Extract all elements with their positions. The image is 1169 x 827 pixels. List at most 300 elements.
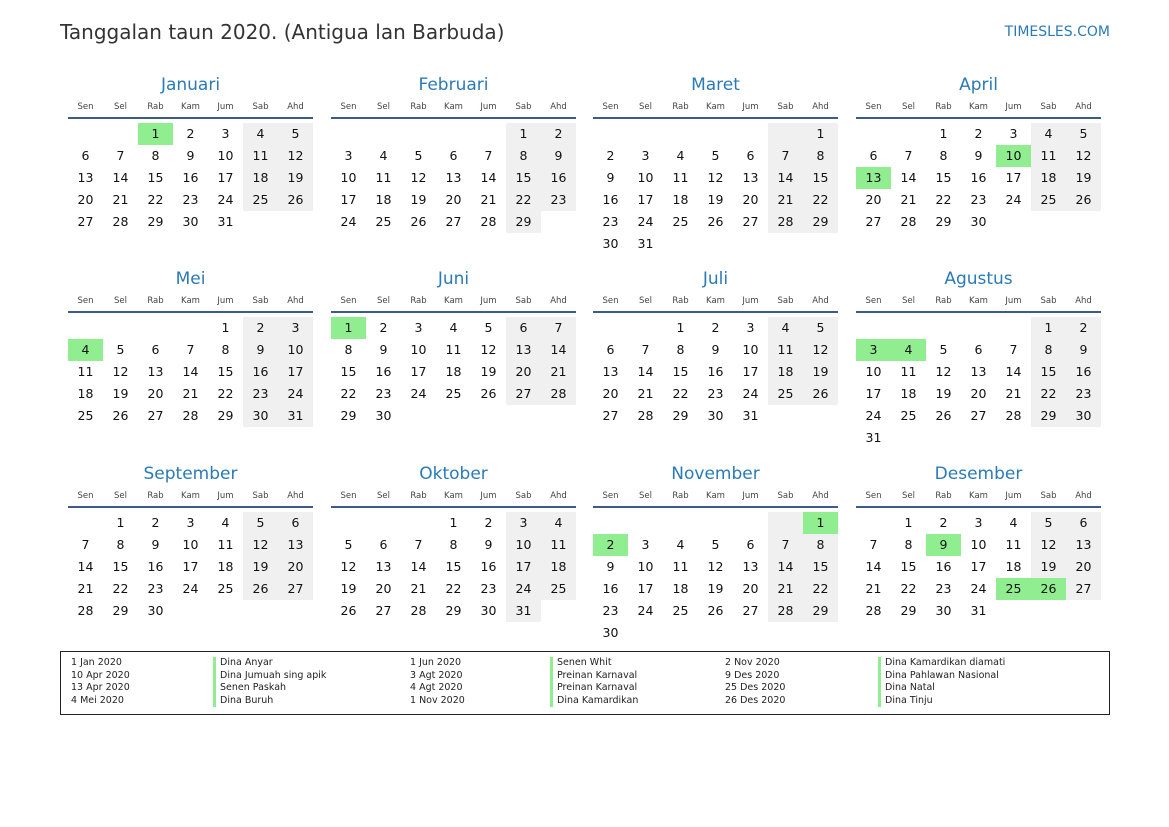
day-cell: 21 <box>768 189 803 211</box>
day-cell: 20 <box>506 361 541 383</box>
holiday-day-cell: 1 <box>803 512 838 534</box>
day-cell: 23 <box>147 581 164 596</box>
day-cell: 24 <box>865 408 882 423</box>
weekday-label: Sel <box>114 102 127 112</box>
day-cell: 27 <box>1066 578 1101 600</box>
day-cell: 23 <box>182 192 199 207</box>
day-cell: 24 <box>340 214 357 229</box>
weekday-label: Ahd <box>812 102 829 112</box>
empty-cell <box>663 512 698 534</box>
weekday-label: Rab <box>935 102 952 112</box>
day-cell: 28 <box>768 211 803 233</box>
weekday-label: Kam <box>181 102 200 112</box>
day-cell: 15 <box>1031 361 1066 383</box>
empty-cell <box>68 123 103 145</box>
day-cell: 11 <box>900 364 917 379</box>
weekday-label: Sel <box>377 102 390 112</box>
day-cell: 21 <box>480 192 497 207</box>
day-cell: 14 <box>112 170 129 185</box>
day-cell: 4 <box>379 148 388 163</box>
day-grid <box>331 512 576 622</box>
weekday-label: Sen <box>77 102 94 112</box>
day-cell: 14 <box>182 364 199 379</box>
day-cell: 27 <box>865 214 882 229</box>
weekday-header <box>331 488 576 504</box>
day-cell: 30 <box>935 603 952 618</box>
header-divider <box>593 117 838 119</box>
day-cell: 28 <box>112 214 129 229</box>
day-cell: 14 <box>768 167 803 189</box>
legend-holiday-name: Dina Natal <box>878 682 1005 695</box>
day-cell: 14 <box>410 559 427 574</box>
day-cell: 18 <box>900 386 917 401</box>
day-cell: 4 <box>221 515 230 530</box>
day-cell: 26 <box>112 408 129 423</box>
day-cell: 25 <box>445 386 462 401</box>
header-divider <box>856 311 1101 313</box>
day-cell: 28 <box>768 600 803 622</box>
day-cell: 7 <box>81 537 90 552</box>
day-cell: 31 <box>865 430 882 445</box>
day-cell: 12 <box>340 559 357 574</box>
weekday-label: Sen <box>602 102 619 112</box>
day-cell: 17 <box>182 559 199 574</box>
weekday-label: Ahd <box>812 296 829 306</box>
legend-holiday-name: Dina Anyar <box>213 657 326 670</box>
day-cell: 11 <box>375 170 392 185</box>
day-cell: 16 <box>182 170 199 185</box>
legend-date: 13 Apr 2020 <box>71 682 130 693</box>
weekday-label: Rab <box>147 491 164 501</box>
day-cell: 17 <box>340 192 357 207</box>
day-cell: 22 <box>445 581 462 596</box>
month-title: Desember <box>934 464 1023 484</box>
day-cell: 28 <box>77 603 94 618</box>
day-cell: 13 <box>742 170 759 185</box>
empty-cell <box>628 512 663 534</box>
empty-cell <box>593 512 628 534</box>
day-cell: 25 <box>768 383 803 405</box>
day-cell: 5 <box>116 342 125 357</box>
day-cell: 27 <box>445 214 462 229</box>
weekday-label: Jum <box>217 296 234 306</box>
day-cell: 25 <box>77 408 94 423</box>
day-cell: 6 <box>81 148 90 163</box>
day-cell: 5 <box>484 320 493 335</box>
day-cell: 6 <box>746 148 755 163</box>
weekday-header <box>856 293 1101 309</box>
day-cell: 21 <box>1005 386 1022 401</box>
weekday-label: Sab <box>1040 296 1057 306</box>
holiday-day-cell: 26 <box>1031 578 1066 600</box>
day-cell: 7 <box>484 148 493 163</box>
weekday-label: Sel <box>114 296 127 306</box>
day-cell: 2 <box>974 126 983 141</box>
day-cell: 16 <box>602 581 619 596</box>
day-cell: 13 <box>970 364 987 379</box>
day-cell: 13 <box>278 534 313 556</box>
empty-cell <box>366 512 401 534</box>
weekday-label: Jum <box>1005 102 1022 112</box>
day-cell: 10 <box>182 537 199 552</box>
day-cell: 25 <box>243 189 278 211</box>
day-cell: 20 <box>77 192 94 207</box>
weekday-label: Rab <box>935 296 952 306</box>
day-cell: 3 <box>1009 126 1018 141</box>
day-cell: 21 <box>77 581 94 596</box>
weekday-label: Jum <box>742 296 759 306</box>
weekday-label: Rab <box>147 102 164 112</box>
day-cell: 6 <box>278 512 313 534</box>
weekday-label: Sen <box>77 491 94 501</box>
day-cell: 19 <box>707 581 724 596</box>
header-divider <box>856 117 1101 119</box>
day-cell: 12 <box>278 145 313 167</box>
day-cell: 3 <box>641 537 650 552</box>
day-cell: 25 <box>672 214 689 229</box>
day-cell: 24 <box>742 386 759 401</box>
day-cell: 11 <box>541 534 576 556</box>
legend-date: 1 Jun 2020 <box>410 657 462 668</box>
empty-cell <box>331 512 366 534</box>
weekday-label: Sab <box>777 491 794 501</box>
day-cell: 3 <box>974 515 983 530</box>
day-cell: 4 <box>1009 515 1018 530</box>
day-cell: 7 <box>541 317 576 339</box>
day-cell: 23 <box>243 383 278 405</box>
day-cell: 5 <box>803 317 838 339</box>
weekday-label: Kam <box>706 102 725 112</box>
day-cell: 17 <box>278 361 313 383</box>
day-grid <box>856 317 1101 449</box>
day-cell: 5 <box>344 537 353 552</box>
day-cell: 2 <box>186 126 195 141</box>
day-cell: 11 <box>445 342 462 357</box>
month-agustus <box>856 265 1101 449</box>
holiday-day-cell: 25 <box>996 578 1031 600</box>
day-cell: 5 <box>1066 123 1101 145</box>
site-link[interactable]: TIMESLES.COM <box>1004 24 1110 40</box>
day-cell: 14 <box>480 170 497 185</box>
day-cell: 3 <box>186 515 195 530</box>
day-cell: 2 <box>243 317 278 339</box>
legend-date: 4 Mei 2020 <box>71 694 124 706</box>
day-cell: 4 <box>541 512 576 534</box>
day-grid <box>593 512 838 644</box>
legend-date: 2 Nov 2020 <box>725 657 780 668</box>
empty-cell <box>733 123 768 145</box>
month-juni <box>331 265 576 427</box>
day-cell: 10 <box>637 559 654 574</box>
weekday-label: Jum <box>1005 491 1022 501</box>
day-cell: 10 <box>865 364 882 379</box>
day-cell: 19 <box>803 361 838 383</box>
day-cell: 31 <box>742 408 759 423</box>
day-cell: 8 <box>939 148 948 163</box>
holiday-day-cell: 3 <box>856 339 891 361</box>
day-cell: 17 <box>970 559 987 574</box>
day-cell: 29 <box>803 600 838 622</box>
header-divider <box>856 506 1101 508</box>
day-cell: 15 <box>506 167 541 189</box>
empty-cell <box>768 512 803 534</box>
day-cell: 22 <box>900 581 917 596</box>
day-cell: 20 <box>742 192 759 207</box>
weekday-label: Rab <box>410 491 427 501</box>
empty-cell <box>401 512 436 534</box>
header-divider <box>593 311 838 313</box>
day-cell: 17 <box>1005 170 1022 185</box>
weekday-label: Sab <box>1040 102 1057 112</box>
legend-holiday-name: Dina Kamardikan diamati <box>878 657 1005 670</box>
day-cell: 1 <box>803 123 838 145</box>
day-cell: 23 <box>541 189 576 211</box>
day-grid <box>856 512 1101 622</box>
day-cell: 7 <box>116 148 125 163</box>
day-cell: 22 <box>935 192 952 207</box>
day-cell: 24 <box>278 383 313 405</box>
day-cell: 22 <box>217 386 234 401</box>
day-cell: 13 <box>147 364 164 379</box>
day-grid <box>331 317 576 427</box>
weekday-label: Rab <box>147 296 164 306</box>
weekday-label: Sen <box>602 296 619 306</box>
day-grid <box>331 123 576 233</box>
day-cell: 8 <box>803 145 838 167</box>
day-cell: 14 <box>541 339 576 361</box>
month-maret <box>593 71 838 255</box>
empty-cell <box>436 123 471 145</box>
weekday-label: Sel <box>902 296 915 306</box>
day-cell: 5 <box>711 537 720 552</box>
day-cell: 16 <box>480 559 497 574</box>
holiday-legend <box>60 651 1110 715</box>
day-cell: 8 <box>449 537 458 552</box>
day-cell: 25 <box>375 214 392 229</box>
day-cell: 28 <box>410 603 427 618</box>
day-cell: 17 <box>217 170 234 185</box>
month-title: Agustus <box>944 269 1013 289</box>
day-cell: 25 <box>900 408 917 423</box>
day-cell: 20 <box>602 386 619 401</box>
day-cell: 16 <box>602 192 619 207</box>
day-cell: 26 <box>278 189 313 211</box>
day-cell: 23 <box>707 386 724 401</box>
day-cell: 8 <box>221 342 230 357</box>
weekday-label: Ahd <box>1075 296 1092 306</box>
month-title: September <box>143 464 238 484</box>
empty-cell <box>768 123 803 145</box>
weekday-label: Sel <box>639 296 652 306</box>
day-cell: 18 <box>541 556 576 578</box>
weekday-label: Sen <box>340 102 357 112</box>
day-cell: 11 <box>672 559 689 574</box>
legend-date: 10 Apr 2020 <box>71 669 130 681</box>
day-cell: 8 <box>676 342 685 357</box>
legend-holiday-name: Dina Tinju <box>878 695 1005 708</box>
day-cell: 17 <box>637 192 654 207</box>
day-cell: 27 <box>375 603 392 618</box>
weekday-label: Kam <box>444 491 463 501</box>
day-cell: 15 <box>803 167 838 189</box>
day-cell: 29 <box>340 408 357 423</box>
day-grid <box>593 317 838 427</box>
weekday-header <box>68 293 313 309</box>
weekday-label: Jum <box>480 296 497 306</box>
day-cell: 11 <box>77 364 94 379</box>
day-cell: 25 <box>217 581 234 596</box>
weekday-label: Rab <box>410 296 427 306</box>
day-cell: 22 <box>112 581 129 596</box>
day-cell: 3 <box>344 148 353 163</box>
day-cell: 12 <box>803 339 838 361</box>
day-cell: 17 <box>410 364 427 379</box>
month-title: Juli <box>702 269 729 289</box>
weekday-label: Rab <box>410 102 427 112</box>
weekday-label: Sen <box>865 296 882 306</box>
day-cell: 30 <box>707 408 724 423</box>
weekday-label: Kam <box>181 296 200 306</box>
day-cell: 7 <box>1009 342 1018 357</box>
day-cell: 1 <box>221 320 230 335</box>
day-cell: 4 <box>1031 123 1066 145</box>
day-cell: 22 <box>340 386 357 401</box>
legend-date: 9 Des 2020 <box>725 669 780 681</box>
day-cell: 23 <box>935 581 952 596</box>
day-cell: 14 <box>768 556 803 578</box>
weekday-label: Sel <box>377 491 390 501</box>
day-cell: 14 <box>900 170 917 185</box>
empty-cell <box>856 123 891 145</box>
weekday-label: Sab <box>515 491 532 501</box>
weekday-label: Sen <box>340 296 357 306</box>
legend-holiday-name: Senen Paskah <box>213 682 326 695</box>
day-cell: 28 <box>865 603 882 618</box>
day-cell: 27 <box>506 383 541 405</box>
day-cell: 8 <box>904 537 913 552</box>
day-cell: 12 <box>1066 145 1101 167</box>
holiday-day-cell: 9 <box>926 534 961 556</box>
day-cell: 28 <box>900 214 917 229</box>
day-cell: 15 <box>445 559 462 574</box>
weekday-label: Sen <box>602 491 619 501</box>
day-cell: 30 <box>602 625 619 640</box>
day-cell: 29 <box>935 214 952 229</box>
day-cell: 21 <box>182 386 199 401</box>
day-cell: 11 <box>768 339 803 361</box>
day-cell: 9 <box>151 537 160 552</box>
empty-cell <box>68 317 103 339</box>
day-grid <box>593 123 838 255</box>
weekday-label: Sen <box>340 491 357 501</box>
weekday-label: Ahd <box>287 491 304 501</box>
day-cell: 11 <box>217 537 234 552</box>
holiday-day-cell: 13 <box>856 167 891 189</box>
header-divider <box>68 117 313 119</box>
day-cell: 9 <box>243 339 278 361</box>
weekday-label: Rab <box>672 296 689 306</box>
day-cell: 26 <box>243 578 278 600</box>
day-cell: 12 <box>243 534 278 556</box>
day-cell: 9 <box>606 559 615 574</box>
day-cell: 20 <box>1066 556 1101 578</box>
month-mei <box>68 265 313 427</box>
day-cell: 17 <box>637 581 654 596</box>
legend-holiday-name: Dina Buruh <box>213 695 326 708</box>
empty-cell <box>366 123 401 145</box>
day-cell: 18 <box>375 192 392 207</box>
empty-cell <box>593 123 628 145</box>
day-cell: 24 <box>637 214 654 229</box>
holiday-day-cell: 1 <box>331 317 366 339</box>
day-cell: 21 <box>541 361 576 383</box>
day-cell: 28 <box>1005 408 1022 423</box>
weekday-label: Kam <box>706 491 725 501</box>
day-cell: 11 <box>243 145 278 167</box>
empty-cell <box>628 123 663 145</box>
weekday-label: Sen <box>865 102 882 112</box>
day-cell: 12 <box>480 342 497 357</box>
day-cell: 5 <box>243 512 278 534</box>
day-cell: 29 <box>672 408 689 423</box>
day-cell: 30 <box>375 408 392 423</box>
day-cell: 25 <box>672 603 689 618</box>
day-cell: 3 <box>641 148 650 163</box>
day-cell: 14 <box>865 559 882 574</box>
empty-cell <box>961 317 996 339</box>
empty-cell <box>103 317 138 339</box>
day-cell: 27 <box>147 408 164 423</box>
day-cell: 9 <box>1066 339 1101 361</box>
weekday-label: Kam <box>444 102 463 112</box>
day-cell: 2 <box>541 123 576 145</box>
day-cell: 4 <box>676 537 685 552</box>
day-cell: 21 <box>768 578 803 600</box>
day-cell: 29 <box>112 603 129 618</box>
day-cell: 21 <box>112 192 129 207</box>
weekday-label: Rab <box>935 491 952 501</box>
day-grid <box>68 123 313 233</box>
weekday-label: Kam <box>969 296 988 306</box>
day-cell: 16 <box>1066 361 1101 383</box>
day-cell: 9 <box>974 148 983 163</box>
day-cell: 1 <box>904 515 913 530</box>
day-cell: 13 <box>77 170 94 185</box>
day-cell: 4 <box>243 123 278 145</box>
weekday-label: Rab <box>672 102 689 112</box>
day-cell: 1 <box>939 126 948 141</box>
weekday-label: Sen <box>865 491 882 501</box>
day-cell: 5 <box>939 342 948 357</box>
day-cell: 16 <box>935 559 952 574</box>
day-cell: 8 <box>506 145 541 167</box>
weekday-header <box>593 293 838 309</box>
day-cell: 27 <box>77 214 94 229</box>
day-cell: 1 <box>1031 317 1066 339</box>
day-cell: 30 <box>243 405 278 427</box>
day-cell: 21 <box>410 581 427 596</box>
day-cell: 31 <box>970 603 987 618</box>
day-cell: 8 <box>151 148 160 163</box>
weekday-label: Ahd <box>550 491 567 501</box>
day-cell: 15 <box>803 556 838 578</box>
day-grid <box>856 123 1101 233</box>
day-cell: 26 <box>707 603 724 618</box>
legend-date: 4 Agt 2020 <box>410 682 463 693</box>
day-cell: 16 <box>541 167 576 189</box>
holiday-day-cell: 4 <box>68 339 103 361</box>
day-cell: 14 <box>77 559 94 574</box>
